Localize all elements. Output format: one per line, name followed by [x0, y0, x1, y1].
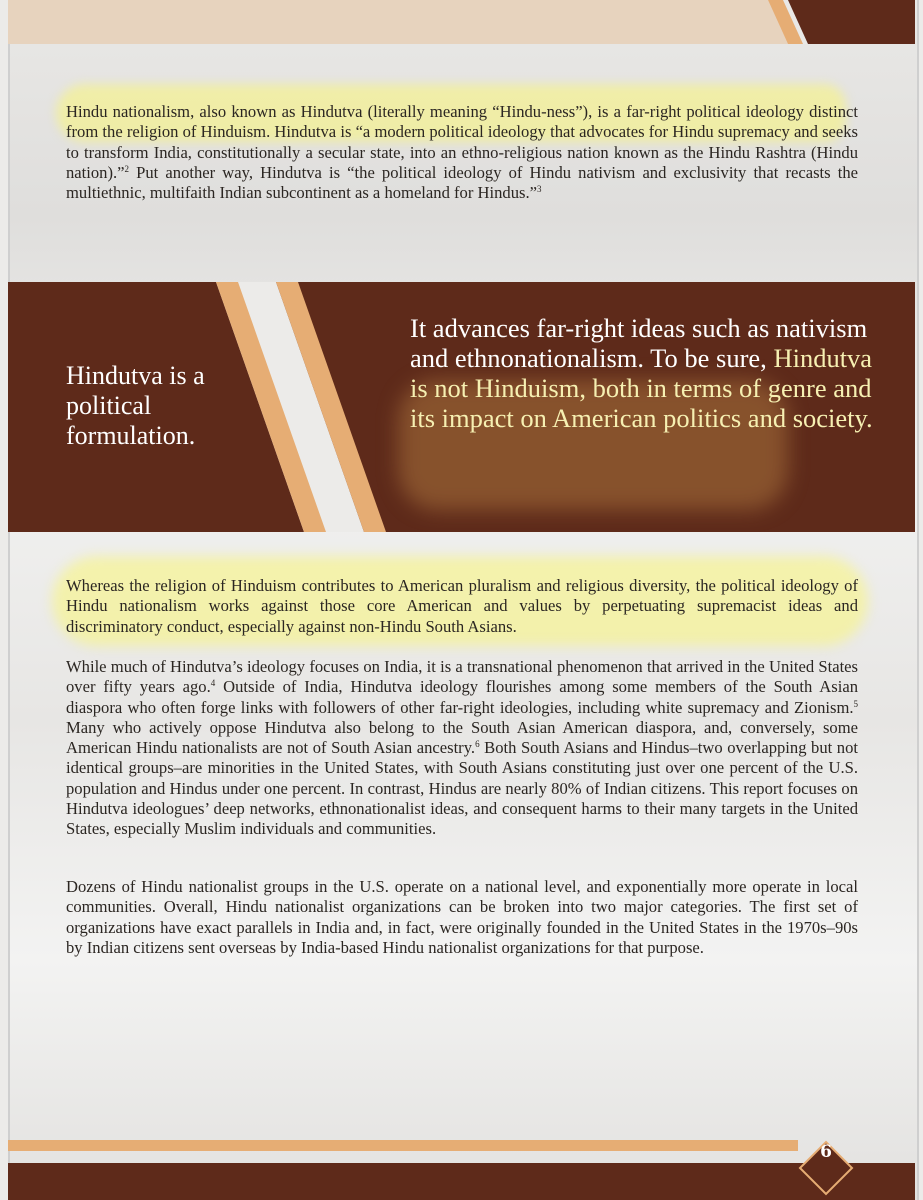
footnote-ref: 6: [475, 739, 480, 750]
footnote-ref: 4: [210, 678, 216, 689]
callout-right-text: It advances far-right ideas such as nativism and ethnonationalism. To be sure, Hindutva is not Hinduism, both in terms of genre and its impact on American politics and society.: [410, 313, 873, 433]
page-number: 6: [820, 1142, 832, 1162]
footnote-ref: 3: [536, 184, 542, 195]
body-paragraph: While much of Hindutva’s ideology focuses on India, it is a transnational phenomenon that arrived in the United States over fifty years ago.$^4$ Outside of India, Hindutva ideology flourishes among some members of the South Asian diaspora who often forge links with followers of other far-right ideologies, including white supremacy and Zionism.$^5$ Many who actively oppose Hindutva also belong to the South Asian American diaspora, and, conversely, some American Hindu nationalists are not of South Asian ancestry.$^6$ Both South Asians and Hindus–two overlapping but not identical groups–are minorities in the United States, with South Asians constituting just over one percent of the U.S. population and Hindus under one percent. In contrast, Hindus are nearly 80% of Indian citizens. This report focuses on Hindutva ideologues’ deep networks, ethnonationalist ideas, and consequent harms to their many targets in the United States, especially Muslim individuals and communities.: [66, 657, 859, 839]
footnote-ref: 2: [124, 163, 130, 174]
top-decorative-band: [8, 0, 915, 44]
highlighted-paragraph: Whereas the religion of Hinduism contributes to American pluralism and religious diversity, the political ideology of Hindu nationalism works against those core American and values by perpetuating supremacist ideas and discriminatory conduct, especially against non-Hindu South Asians.: [66, 576, 858, 636]
callout-left-text: Hindutva is a political formulation.: [66, 361, 205, 450]
bottom-decorative-band: [8, 1140, 915, 1200]
footnote-ref: 5: [853, 698, 858, 709]
intro-paragraph: Hindu nationalism, also known as Hindutva (literally meaning “Hindu-ness”), is a far-right political ideology distinct from the religion of Hinduism. Hindutva is “a modern political ideology that advocates for Hindu supremacy and seeks to transform India, constitutionally a secular state, into an ethno-religious nation known as the Hindu Rashtra (Hindu nation).”$^2$ Put another way, Hindutva is “the political ideology of Hindu nativism and exclusivity that recasts the multiethnic, multifaith Indian subcontinent as a homeland for Hindus.”$^3$: [66, 102, 859, 203]
body-paragraph: Dozens of Hindu nationalist groups in the U.S. operate on a national level, and exponentially more operate in local communities. Overall, Hindu nationalist organizations can be broken into two major categories. The first set of organizations have exact parallels in India and, in fact, were originally founded in the United States in the 1970s–90s by Indian citizens sent overseas by India-based Hindu nationalist organizations for that purpose.: [66, 877, 858, 957]
